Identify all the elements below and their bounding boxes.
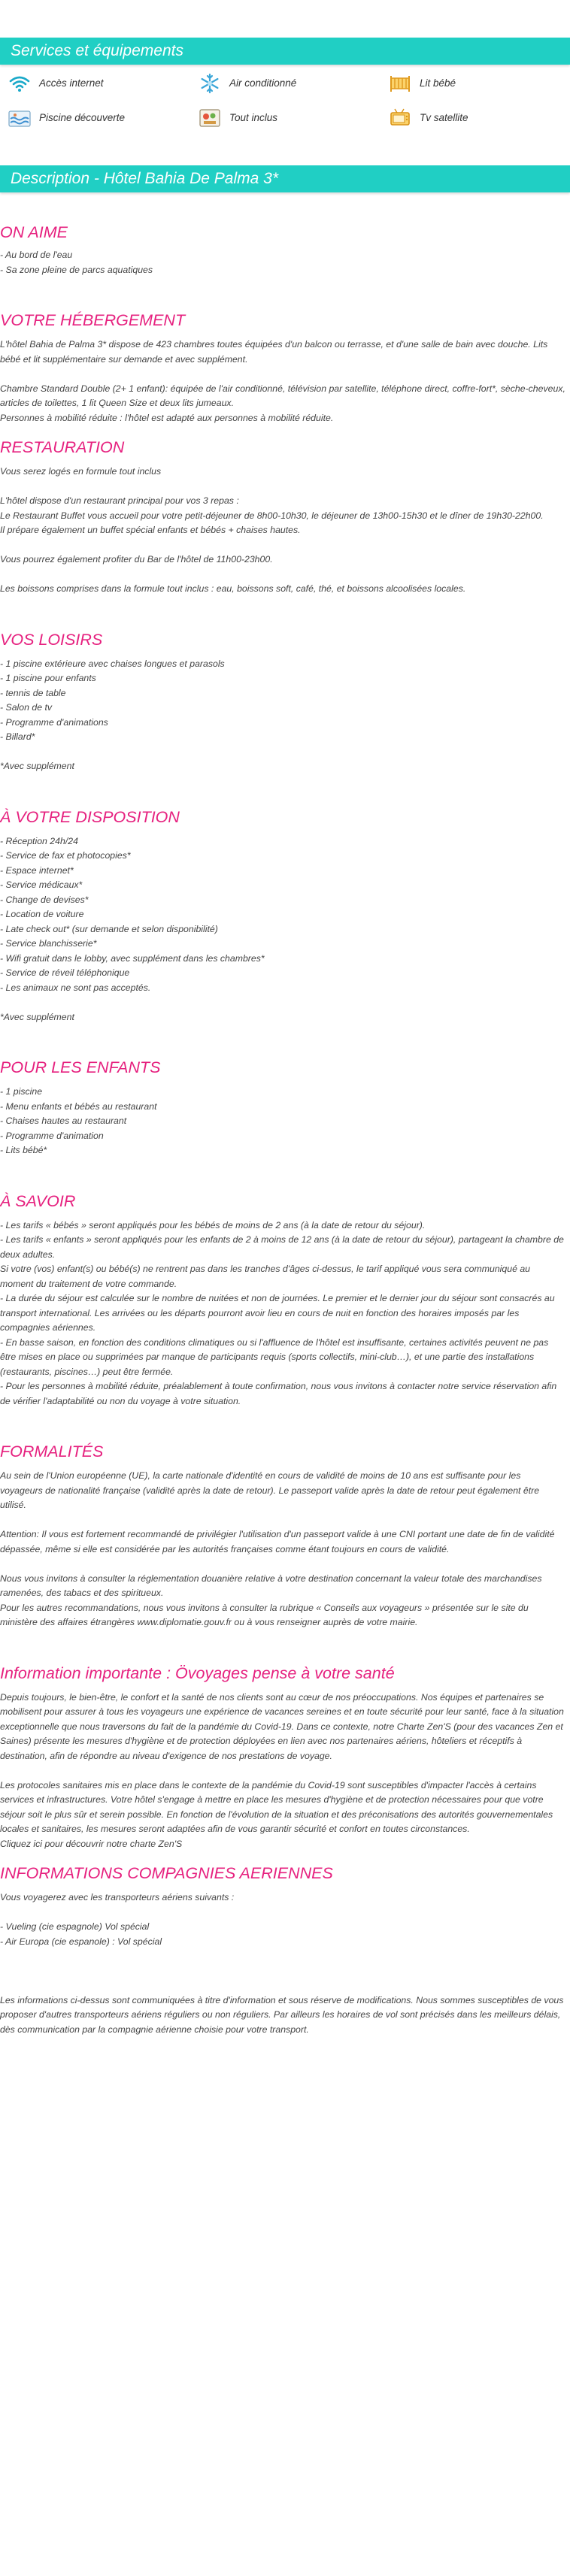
equipment-item-all-inclusive bbox=[198, 107, 388, 129]
section-text: - 1 piscine extérieure avec chaises longues et parasols - 1 piscine pour enfants - tennis de table - Salon de tv - Programme d'animations - Billard* *Avec supplément bbox=[0, 658, 225, 771]
section-heading: Information importante : Övoyages pense à votre santé bbox=[0, 1663, 395, 1682]
section-formalites bbox=[0, 1442, 570, 1630]
tv-icon bbox=[388, 107, 412, 129]
section-text: - 1 piscine - Menu enfants et bébés au restaurant - Chaises hautes au restaurant - Programme d'animation - Lits bébé* bbox=[0, 1086, 157, 1155]
section-text: - Réception 24h/24 - Service de fax et photocopies* - Espace internet* - Service médicaux* - Change de devises* - Location de voiture - Late check out* (sur demande et selon disponibilité) - Service blanchisserie* - Wifi gratuit dans le lobby, avec supplément dans les chambres* - Service de réveil téléphonique - Les animaux ne sont pas acceptés. *Avec supplément bbox=[0, 835, 265, 1022]
equipment-label: Tout inclus bbox=[229, 112, 278, 124]
description-content bbox=[0, 222, 570, 2037]
crib-icon bbox=[388, 73, 412, 94]
section-text: L'hôtel Bahia de Palma 3* dispose de 423 chambres toutes équipées d'un balcon ou terrasse, et d'une salle de bain avec douche. Lits bébé et lit supplémentaire sur demande et avec supplément. Chambre Standard Double (2+ 1 enfant): équipée de l'air conditionné, télévision par satellite, téléphone direct, coffre-fort*, sèche-cheveux, articles de toilettes, 1 lit Queen Size et deux lits jumeaux. Personnes à mobilité réduite : l'hôtel est adapté aux personnes à mobilité réduite. bbox=[0, 339, 565, 423]
equipment-label: Air conditionné bbox=[229, 77, 297, 89]
equipment-label: Piscine découverte bbox=[39, 112, 126, 124]
pool-icon bbox=[8, 107, 32, 129]
equipment-item-tv bbox=[388, 107, 570, 129]
section-heading: INFORMATIONS COMPAGNIES AERIENNES bbox=[0, 1864, 333, 1882]
section-hebergement bbox=[0, 310, 570, 425]
section-heading: VOTRE HÉBERGEMENT bbox=[0, 311, 186, 329]
section-enfants bbox=[0, 1058, 570, 1158]
section-heading: ON AIME bbox=[0, 223, 68, 241]
section-a-savoir bbox=[0, 1191, 570, 1409]
section-loisirs bbox=[0, 630, 570, 774]
section-heading: VOS LOISIRS bbox=[0, 630, 103, 649]
equipment-item-internet bbox=[8, 72, 198, 95]
section-disposition bbox=[0, 807, 570, 1025]
page bbox=[0, 38, 570, 2037]
description-header bbox=[0, 165, 570, 192]
equipment-label: Lit bébé bbox=[420, 77, 456, 89]
section-text: - Les tarifs « bébés » seront appliqués pour les bébés de moins de 2 ans (à la date de retour du séjour). - Les tarifs « enfants » seront appliqués pour les enfants de 2 à moins de 12 ans (à la date de retour du séjour), partageant la chambre de deux adultes. Si votre (vos) enfant(s) ou bébé(s) ne rentrent pas dans les tranches d'âges ci-dessus, le tarif appliqué vous sera communiqué au moment du traitement de votre commande. - La durée du séjour est calculée sur le nombre de nuitées et non de journées. Le premier et le dernier jour du séjour sont consacrés au transport international. Les arrivées ou les départs pourront avoir lieu en cours de nuit en fonction des horaires imposés par les compagnies aériennes. - En basse saison, en fonction des conditions climatiques ou si l'affluence de l'hôtel est insuffisante, certaines activités peuvent ne pas être mises en place ou supprimées par manque de participants requis (sports collectifs, mini-club…), et une partie des installations (restaurants, piscines…) peut être fermée. - Pour les personnes à mobilité réduite, préalablement à toute confirmation, nous vous invitons à contacter notre service réservation afin de vérifier l'adaptabilité ou non du voyage à votre situation. bbox=[0, 1219, 564, 1406]
section-sante bbox=[0, 1663, 570, 1852]
section-heading: À SAVOIR bbox=[0, 1191, 76, 1210]
equipment-item-aircon bbox=[198, 72, 388, 95]
section-restauration bbox=[0, 437, 570, 597]
equipment-grid bbox=[0, 65, 570, 137]
equipment-item-pool bbox=[8, 107, 198, 129]
wifi-icon bbox=[8, 73, 32, 94]
section-text: Vous serez logés en formule tout inclus L'hôtel dispose d'un restaurant principal pour vos 3 repas : Le Restaurant Buffet vous accueil pour votre petit-déjeuner de 8h00-10h30, le déjeuner de 13h00-15h30 et le dîner de 19h30-22h00. Il prépare également un buffet spécial enfants et bébés + chaises hautes. Vous pourrez également profiter du Bar de l'hôtel de 11h00-23h00. Les boissons comprises dans la formule tout inclus : eau, boissons soft, café, thé, et boissons alcoolisées locales. bbox=[0, 466, 544, 594]
section-compagnies bbox=[0, 1863, 570, 2037]
section-text: Au sein de l'Union européenne (UE), la carte nationale d'identité en cours de validité de moins de 10 ans est suffisante pour les voyageurs de nationalité française (validité après la date de retour). Le passeport valide après la date de retour peut également être utilisé. Attention: Il vous est fortement recommandé de privilégier l'utilisation d'un passeport valide à une CNI portant une date de fin de validité dépassée, même si elle est considérée par les autorités françaises comme étant toujours en cours de validité. Nous vous invitons à consulter la réglementation douanière relative à votre destination concernant la valeur totale des marchandises ramenées, des tabacs et des spiritueux. Pour les autres recommandations, nous vous invitons à consulter la rubrique « Conseils aux voyageurs » présentée sur le site du ministère des affaires étrangères www.diplomatie.gouv.fr ou à vous renseigner auprès de votre mairie. bbox=[0, 1470, 555, 1627]
section-text: Depuis toujours, le bien-être, le confort et la santé de nos clients sont au cœur de nos préoccupations. Nos équipes et partenaires se mobilisent pour assurer à tous les voyageurs une expérience de vacances sereines et en toute sécurité pour leur santé, face à la situation exceptionnelle que nous traversons du fait de la pandémie du Covid-19. Dans ce contexte, notre Charte Zen'S (pour des vacances Zen et Saines) présente les mesures d'hygiène et de protection déployées en lien avec nos partenaires aériens, hôteliers et réceptifs à destination, afin de répondre au niveau d'exigence de nos prestations de voyage. Les protocoles sanitaires mis en place dans le contexte de la pandémie du Covid-19 sont susceptibles d'impacter l'accès à certains services et infrastructures. Votre hôtel s'engage à mettre en place les mesures d'hygiène et de protection nécessaires pour que votre séjour soit le plus sûr et serein possible. En fonction de l'évolution de la situation et des préconisations des autorités gouvernementales locales et sanitaires, les mesures seront adaptées afin de vous garantir sécurité et confort en toutes circonstances. Cliquez ici pour découvrir notre charte Zen'S bbox=[0, 1691, 564, 1849]
section-text: - Au bord de l'eau - Sa zone pleine de parcs aquatiques bbox=[0, 250, 153, 275]
section-heading: À VOTRE DISPOSITION bbox=[0, 807, 180, 826]
buffet-icon bbox=[198, 107, 222, 129]
equipment-label: Accès internet bbox=[39, 77, 104, 89]
section-heading: FORMALITÉS bbox=[0, 1442, 104, 1461]
section-heading: RESTAURATION bbox=[0, 438, 125, 456]
equipment-header bbox=[0, 38, 570, 65]
snowflake-icon bbox=[198, 73, 222, 94]
section-on-aime bbox=[0, 222, 570, 277]
section-heading: POUR LES ENFANTS bbox=[0, 1058, 161, 1076]
description-title: Description - Hôtel Bahia De Palma 3* bbox=[11, 170, 278, 187]
equipment-item-crib bbox=[388, 72, 570, 95]
section-text: Vous voyagerez avec les transporteurs aériens suivants : - Vueling (cie espagnole) Vol spécial - Air Europa (cie espanole) : Vol spécial Les informations ci-dessus sont communiquées à titre d'information et sous réserve de modifications. Nous sommes susceptibles de vous proposer d'autres transporteurs aériens réguliers ou non réguliers. Par ailleurs les horaires de vol sont précisés dans les meilleurs délais, dès communication par la compagnie aérienne choisie pour votre transport. bbox=[0, 1892, 564, 2035]
equipment-title: Services et équipements bbox=[11, 42, 183, 59]
equipment-label: Tv satellite bbox=[420, 112, 468, 124]
